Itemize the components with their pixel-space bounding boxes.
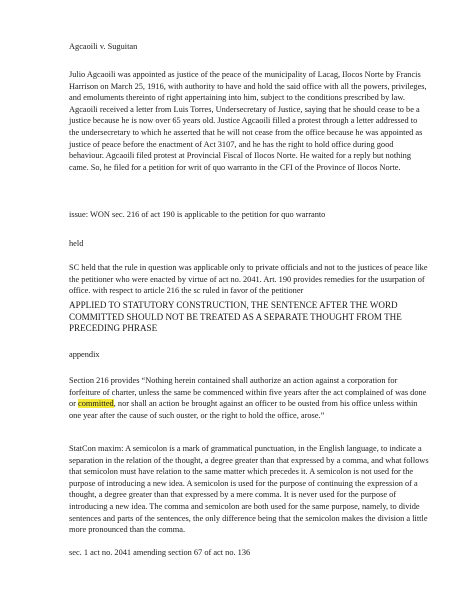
appendix-heading: appendix <box>69 350 100 359</box>
held-heading: held <box>69 239 84 248</box>
amendment-line: sec. 1 act no. 2041 amending section 67 of act no. 136 <box>69 548 251 557</box>
statcon-maxim-paragraph: StatCon maxim: A semicolon is a mark of grammatical punctuation, in the English language, to indicate a separation in the relation of the thought, a degree greater than that expressed by a comma, and what follows that semicolon must have relation to the same matter which precedes it. A semicolon is not used for the purpose of introducing a new idea. A semicolon is used for the purpose of continuing the expression of a thought, a degree greater than that expressed by a mere comma. It is never used for the purpose of introducing a new idea. The comma and semicolon are both used for the same purpose, namely, to divide sentences and parts of the sentences, the only difference being that the semicolon makes the division a little more pronounced than the comma. <box>69 444 429 535</box>
issue-paragraph: issue: WON sec. 216 of act 190 is applicable to the petition for quo warranto <box>69 210 326 219</box>
section-216-text-before: Section 216 provides “Nothing herein contained shall authorize an action against a corporation for forfeiture of charter, unless the same be commenced within five years after the act complained of was done or <box>69 376 427 409</box>
highlighted-word: committed <box>78 399 114 409</box>
section-216-text-after: , nor shall an action be brought against an officer to be ousted from his office unless within one year after the cause of such ouster, or the right to hold the office, arose.” <box>69 399 418 420</box>
held-paragraph: SC held that the rule in question was applicable only to private officials and not to the justices of peace like the petitioner who were enacted by virtue of act no. 2041. Art. 190 provides remedies for the usurpation of office. with respect to article 216 the sc ruled in favor of the petitioner <box>69 263 428 296</box>
case-title: Agcaoili v. Suguitan <box>69 42 138 51</box>
facts-paragraph: Julio Agcaoili was appointed as justice of the peace of the municipality of Lacag, Ilocos Norte by Francis Harrison on March 25, 1916, with authority to have and hold the said office with all the powers, privileges, and emoluments thereinto of right appertaining into him, subject to the conditions prescribed by law. Agcaoili received a letter from Luis Torres, Undersecretary of Justice, saying that he should cease to be a justice because he is now over 65 years old. Justice Agcaoili filled a protest through a letter addressed to the undersecretary to which he asserted that he will not cease from the office because he was appointed as justice of peace before the enactment of Act 3107, and he has the right to hold office during good behaviour. Agcaoili filed protest at Provincial Fiscal of Ilocos Norte. He waited for a reply but nothing came. So, he filed for a petition for writ of quo warranto in the CFI of the Province of Ilocos Norte. <box>69 70 427 172</box>
section-216-paragraph <box>69 375 429 421</box>
applied-statement: APPLIED TO STATUTORY CONSTRUCTION, THE SENTENCE AFTER THE WORD COMMITTED SHOULD NOT BE TREATED AS A SEPARATE THOUGHT FROM THE PRECEDING PHRASE <box>69 300 402 334</box>
